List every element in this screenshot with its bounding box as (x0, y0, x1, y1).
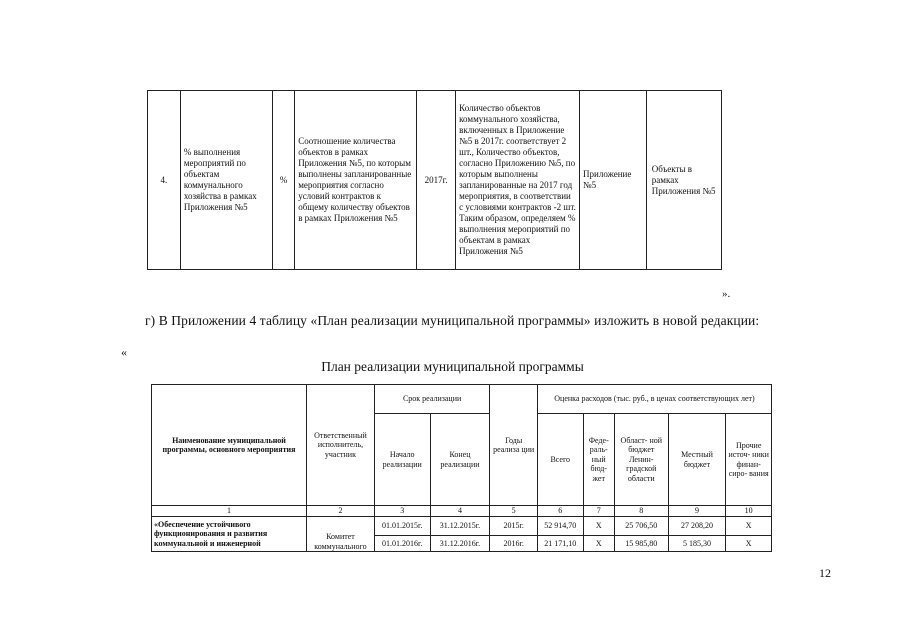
col-number: 5 (490, 506, 538, 517)
indicator-table (147, 90, 722, 270)
other-cell: Х (726, 535, 772, 551)
col-number: 3 (374, 506, 430, 517)
header-costs: Оценка расходов (тыс. руб., в ценах соответствующих лет) (537, 385, 771, 414)
calculation-cell: Количество объектов коммунального хозяйства, включенных в Приложение №5 в 2017г. соответствует 2 шт., Количество объектов, согласно Приложению №5, по которым выполнены запланированные на 2017 год мероприятия, в соответствии с условиями контрактов -2 шт. Таким образом, определяем % выполнения мероприятий по объектам в рамках Приложения №5 (456, 91, 580, 270)
header-local: Местный бюджет (668, 414, 726, 506)
header-name: Наименование муниципальной программы, основного мероприятия (152, 385, 307, 506)
federal-cell: Х (583, 535, 614, 551)
end-cell: 31.12.2015г. (430, 517, 490, 536)
header-federal: Феде- раль- ный бюд- жет (583, 414, 614, 506)
header-responsible: Ответственный исполнитель, участник (307, 385, 375, 506)
total-cell: 21 171,10 (537, 535, 583, 551)
col-number: 9 (668, 506, 726, 517)
header-end: Конец реализации (430, 414, 490, 506)
total-cell: 52 914,70 (537, 517, 583, 536)
column-number-row (152, 506, 772, 517)
year-cell: 2015г. (490, 517, 538, 536)
local-cell: 27 208,20 (668, 517, 726, 536)
source-cell: Приложение №5 (580, 91, 647, 270)
table-row (148, 91, 722, 270)
regional-cell: 15 985,80 (614, 535, 668, 551)
table-row (152, 517, 772, 536)
responsible-cell: Комитет коммунального (307, 517, 375, 552)
instruction-paragraph: г) В Приложении 4 таблицу «План реализации муниципальной программы» изложить в новой редакции: (145, 313, 760, 328)
plan-title: План реализации муниципальной программы (321, 359, 584, 374)
page-number: 12 (819, 566, 831, 580)
federal-cell: Х (583, 517, 614, 536)
header-other: Прочие источ- ники финан- сиро- вания (726, 414, 772, 506)
header-row (152, 385, 772, 414)
header-term: Срок реализации (374, 385, 489, 414)
col-number: 7 (583, 506, 614, 517)
unit-cell: % (272, 91, 294, 270)
col-number: 10 (726, 506, 772, 517)
col-number: 6 (537, 506, 583, 517)
col-number: 8 (614, 506, 668, 517)
open-quote: « (121, 345, 127, 359)
row-number-cell: 4. (148, 91, 181, 270)
indicator-name-cell: % выполнения мероприятий по объектам коммунального хозяйства в рамках Приложения №5 (180, 91, 272, 270)
other-cell: Х (726, 517, 772, 536)
header-total: Всего (537, 414, 583, 506)
end-cell: 31.12.2016г. (430, 535, 490, 551)
object-cell: Объекты в рамках Приложения №5 (646, 91, 721, 270)
year-cell: 2016г. (490, 535, 538, 551)
header-start: Начало реализации (374, 414, 430, 506)
col-number: 2 (307, 506, 375, 517)
header-years: Годы реализа ции (490, 385, 538, 506)
program-name-cell: «Обеспечение устойчивого функционирования и развития коммунальной и инженерной (152, 517, 307, 552)
col-number: 4 (430, 506, 490, 517)
definition-cell: Соотношение количества объектов в рамках Приложения №5, по которым выполнены запланированные мероприятия согласно условий контрактов к общему количеству объектов в рамках Приложения №5 (295, 91, 417, 270)
start-cell: 01.01.2016г. (374, 535, 430, 551)
local-cell: 5 185,30 (668, 535, 726, 551)
col-number: 1 (152, 506, 307, 517)
closing-quote: ». (722, 288, 731, 300)
plan-table (151, 384, 772, 552)
start-cell: 01.01.2015г. (374, 517, 430, 536)
year-cell: 2017г. (416, 91, 455, 270)
header-regional: Област- ной бюджет Ленин- градской области (614, 414, 668, 506)
regional-cell: 25 706,50 (614, 517, 668, 536)
